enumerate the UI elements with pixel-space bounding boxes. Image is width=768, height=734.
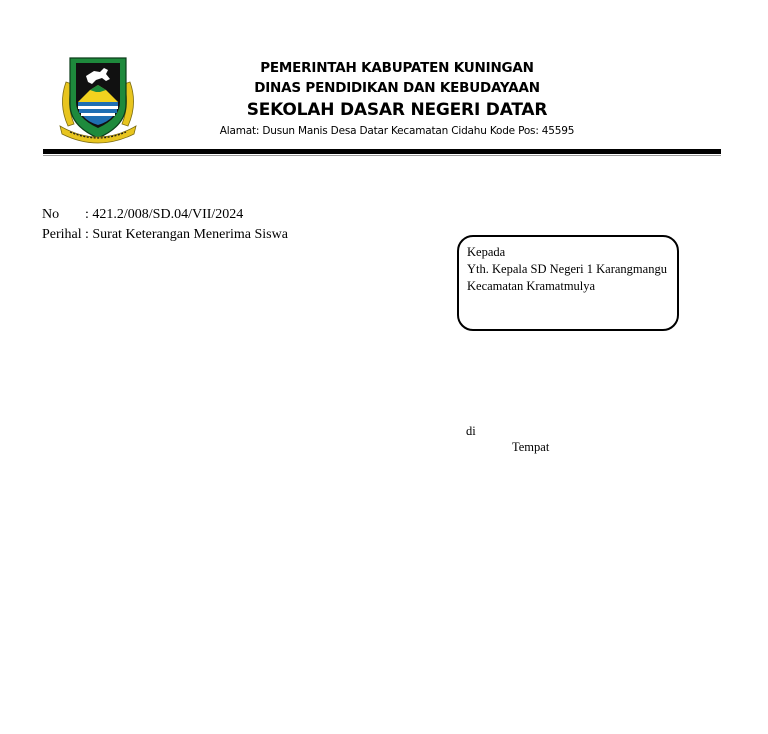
recipient-kepada: Kepada — [467, 245, 506, 259]
letter-number-label: No — [42, 207, 60, 222]
letter-meta — [42, 205, 288, 244]
letter-subject-label: Perihal — [42, 226, 82, 242]
letter-number-value: : 421.2/008/SD.04/VII/2024 — [85, 207, 244, 222]
school-address: Alamat: Dusun Manis Desa Datar Kecamatan Cidahu Kode Pos: 45595 — [219, 125, 575, 137]
letterhead-divider — [43, 149, 721, 154]
kuningan-emblem-icon — [56, 52, 140, 144]
recipient-box — [457, 235, 679, 331]
recipient-district: Kecamatan Kramatmulya — [467, 279, 596, 293]
recipient-name: Yth. Kepala SD Negeri 1 Karangmangu — [467, 262, 667, 276]
location-di: di — [466, 424, 476, 438]
government-name: PEMERINTAH KABUPATEN KUNINGAN — [260, 60, 534, 76]
school-name: SEKOLAH DASAR NEGERI DATAR — [246, 100, 548, 120]
location-tempat: Tempat — [512, 440, 550, 454]
department-name: DINAS PENDIDIKAN DAN KEBUDAYAAN — [254, 80, 540, 96]
letterhead-divider-thin — [43, 155, 721, 156]
letterhead — [150, 58, 644, 139]
letter-subject-value: : Surat Keterangan Menerima Siswa — [85, 226, 288, 242]
letter-subject-row — [42, 225, 288, 245]
letter-number-row — [42, 205, 288, 225]
